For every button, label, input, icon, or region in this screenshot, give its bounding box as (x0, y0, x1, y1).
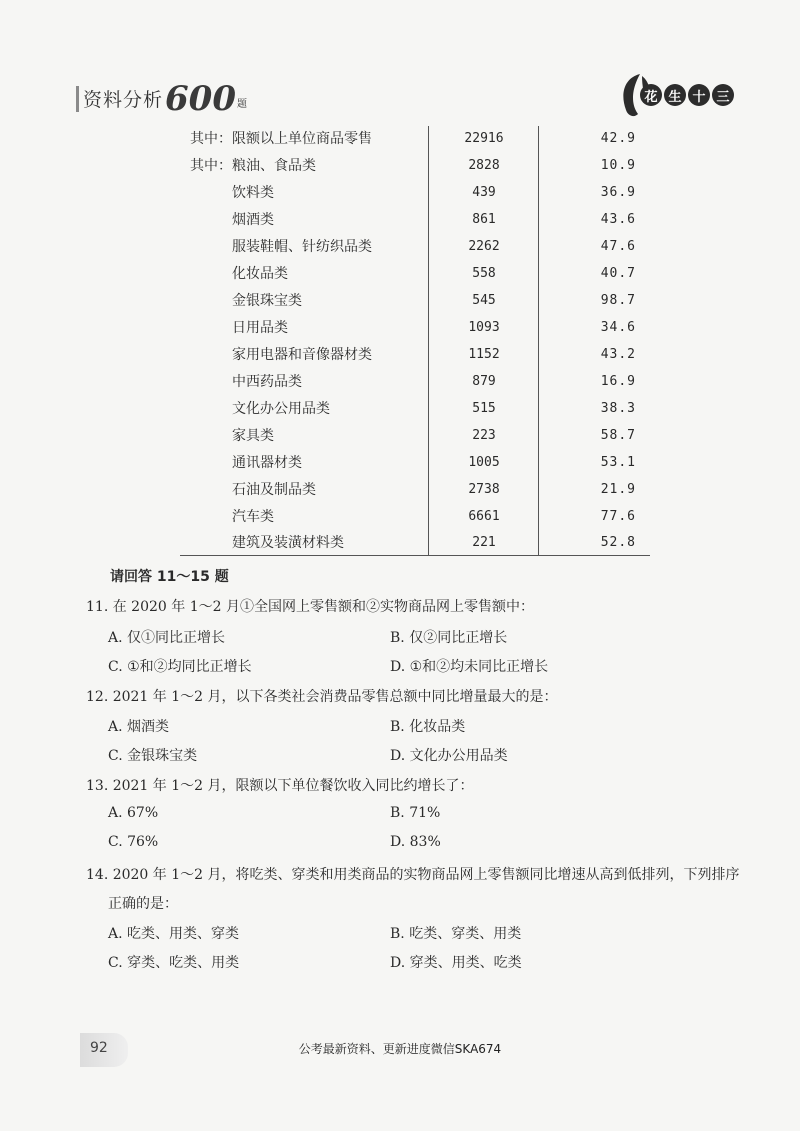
row-rate: 43.2 (600, 347, 636, 362)
row-value: 1152 (468, 347, 500, 362)
row-value: 545 (472, 293, 496, 308)
row-label: 其中：粮油、食品类 (190, 158, 316, 174)
row-value: 2262 (468, 239, 500, 254)
row-label: 烟酒类 (232, 212, 274, 228)
row-rate: 52.8 (600, 535, 636, 550)
table-row (150, 126, 650, 152)
question-12-option-b: B. 化妆品类 (390, 719, 466, 735)
table-row (150, 153, 650, 179)
question-14-option-a: A. 吃类、用类、穿类 (108, 926, 240, 942)
row-value: 2738 (468, 482, 500, 497)
question-14-stem: 14. 2020 年 1～2 月，将吃类、穿类和用类商品的实物商品网上零售额同比增速从高到低排列，下列排序 (86, 867, 740, 883)
row-label: 汽车类 (232, 509, 274, 525)
row-value: 515 (472, 401, 496, 416)
question-11-option-c: C. ①和②均同比正增长 (108, 659, 252, 675)
row-rate: 98.7 (600, 293, 636, 308)
book-title (76, 76, 247, 119)
row-label: 其中：限额以上单位商品零售 (190, 131, 372, 147)
row-label: 服装鞋帽、针纺织品类 (232, 239, 372, 255)
table-row (150, 477, 650, 503)
table-row (150, 369, 650, 395)
row-label: 石油及制品类 (232, 482, 316, 498)
question-12-option-a: A. 烟酒类 (108, 719, 170, 735)
brand-name (640, 84, 734, 106)
row-label: 建筑及装潢材料类 (232, 535, 344, 551)
row-rate: 77.6 (600, 509, 636, 524)
question-14-option-d: D. 穿类、用类、吃类 (390, 955, 522, 971)
table-row (150, 261, 650, 287)
row-label: 化妆品类 (232, 266, 288, 282)
book-title-text: 资料分析 (83, 89, 164, 111)
row-rate: 53.1 (600, 455, 636, 470)
book-title-number: 600 (165, 79, 236, 119)
table-row (150, 396, 650, 422)
table-row (150, 423, 650, 449)
section-heading: 请回答 11～15 题 (110, 569, 229, 585)
brand-char: 生 (664, 84, 686, 106)
row-label: 中西药品类 (232, 374, 302, 390)
question-13-option-a: A. 67% (108, 805, 159, 821)
row-label: 饮料类 (232, 185, 274, 201)
question-11-option-a: A. 仅①同比正增长 (108, 630, 226, 646)
table-row (150, 504, 650, 530)
table-row (150, 530, 650, 556)
question-12-option-c: C. 金银珠宝类 (108, 748, 198, 764)
row-value: 879 (472, 374, 496, 389)
table-row (150, 180, 650, 206)
row-label: 通讯器材类 (232, 455, 302, 471)
question-14-stem-continued: 正确的是： (108, 896, 178, 912)
table-row (150, 288, 650, 314)
question-12-stem: 12. 2021 年 1～2 月，以下各类社会消费品零售总额中同比增量最大的是： (86, 689, 558, 705)
row-label: 家用电器和音像器材类 (232, 347, 372, 363)
question-13-option-d: D. 83% (390, 834, 441, 850)
row-value: 6661 (468, 509, 500, 524)
question-11-option-b: B. 仅②同比正增长 (390, 630, 508, 646)
row-value: 1005 (468, 455, 500, 470)
row-rate: 40.7 (600, 266, 636, 281)
row-value: 221 (472, 535, 496, 550)
table-row (150, 450, 650, 476)
row-label: 金银珠宝类 (232, 293, 302, 309)
row-value: 861 (472, 212, 496, 227)
row-rate: 21.9 (600, 482, 636, 497)
table-row (150, 342, 650, 368)
row-value: 223 (472, 428, 496, 443)
row-rate: 58.7 (600, 428, 636, 443)
row-value: 1093 (468, 320, 500, 335)
book-title-suffix: 题 (237, 99, 247, 110)
question-13-option-c: C. 76% (108, 834, 159, 850)
question-14-option-c: C. 穿类、吃类、用类 (108, 955, 240, 971)
brand-char: 三 (712, 84, 734, 106)
question-13-option-b: B. 71% (390, 805, 441, 821)
row-rate: 16.9 (600, 374, 636, 389)
row-label: 日用品类 (232, 320, 288, 336)
brand-char: 十 (688, 84, 710, 106)
row-label: 家具类 (232, 428, 274, 444)
row-rate: 38.3 (600, 401, 636, 416)
row-rate: 43.6 (600, 212, 636, 227)
brand-logo (618, 72, 728, 120)
row-rate: 34.6 (600, 320, 636, 335)
page-number: 92 (90, 1040, 108, 1056)
question-11-option-d: D. ①和②均未同比正增长 (390, 659, 549, 675)
brand-char: 花 (640, 84, 662, 106)
row-label: 文化办公用品类 (232, 401, 330, 417)
row-rate: 47.6 (600, 239, 636, 254)
row-value: 558 (472, 266, 496, 281)
question-12-option-d: D. 文化办公用品类 (390, 748, 508, 764)
table-row (150, 207, 650, 233)
question-14-option-b: B. 吃类、穿类、用类 (390, 926, 522, 942)
row-value: 439 (472, 185, 496, 200)
row-rate: 42.9 (600, 131, 636, 146)
row-value: 22916 (464, 131, 504, 146)
row-rate: 36.9 (600, 185, 636, 200)
table-row (150, 234, 650, 260)
retail-sales-table (150, 126, 650, 556)
row-value: 2828 (468, 158, 500, 173)
question-13-stem: 13. 2021 年 1～2 月，限额以下单位餐饮收入同比约增长了： (86, 778, 474, 794)
title-bar-decoration (76, 86, 79, 112)
footer-note: 公考最新资料、更新进度微信SKA674 (298, 1042, 502, 1056)
table-row (150, 315, 650, 341)
row-rate: 10.9 (600, 158, 636, 173)
question-11-stem: 11. 在 2020 年 1～2 月①全国网上零售额和②实物商品网上零售额中： (86, 599, 534, 615)
